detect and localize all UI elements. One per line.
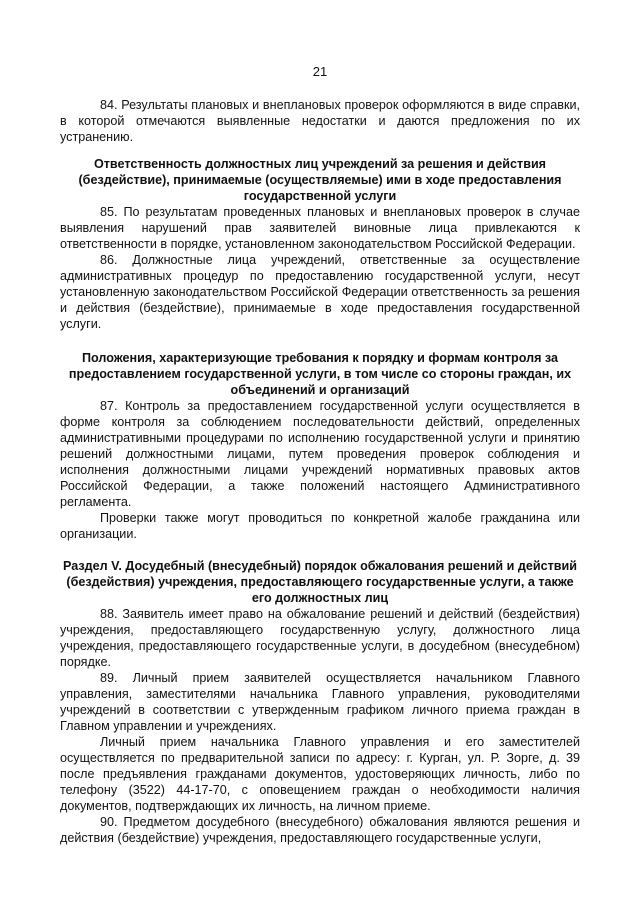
heading-control: Положения, характеризующие требования к порядку и формам контроля за предоставлением государственной услуги, в том числе со стороны граждан, их объединений и организаций	[68, 351, 572, 397]
paragraph-84: 84. Результаты плановых и внеплановых проверок оформляются в виде справки, в которой отмечаются выявленные недостатки и даются предложения по их устранению.	[60, 98, 580, 144]
paragraph-90: 90. Предметом досудебного (внесудебного) обжалования являются решения и действия (бездействие) учреждения, предоставляющего государственные услуги,	[60, 815, 580, 845]
section-v	[60, 558, 580, 846]
heading-section-v: Раздел V. Досудебный (внесудебный) порядок обжалования решений и действий (бездействия) учреждения, предоставляющего государственные услуги, а также его должностных лиц	[63, 559, 577, 605]
paragraph-86: 86. Должностные лица учреждений, ответственные за осуществление административных процедур по предоставлению государственной услуги, несут установленную законодательством Российской Федерации ответственность за решения и действия (бездействие), принимаемые в ходе предоставления государственной услуги.	[60, 253, 580, 331]
p84-block	[60, 97, 580, 145]
paragraph-87-checks: Проверки также могут проводиться по конкретной жалобе гражданина или организации.	[60, 511, 580, 541]
paragraph-87: 87. Контроль за предоставлением государственной услуги осуществляется в форме контроля за соблюдением последовательности действий, определенных административными процедурами по исполнению государственной услуги и принятию решений должностными лицами, путем проведения проверок соблюдения и исполнения должностными лицами учреждений нормативных правовых актов Российской Федерации, а также положений настоящего Административного регламента.	[60, 399, 580, 509]
paragraph-88: 88. Заявитель имеет право на обжалование решений и действий (бездействия) учреждения, предоставляющего государственную услугу, должностного лица учреждения, предоставляющего государственные услуги, в досудебном (внесудебном) порядке.	[60, 607, 580, 669]
paragraph-89-reception: Личный прием начальника Главного управления и его заместителей осуществляется по предварительной записи по адресу: г. Курган, ул. Р. Зорге, д. 39 после предъявления гражданами документов, удостоверяющих личность, либо по телефону (3522) 44-17-70, с оповещением граждан о необходимости наличия документов, подтверждающих их личность, на личном приеме.	[60, 735, 580, 813]
section-control	[60, 350, 580, 542]
heading-responsibility: Ответственность должностных лиц учреждений за решения и действия (бездействие), принимаемые (осуществляемые) ими в ходе предоставления государственной услуги	[78, 157, 562, 203]
page-number: 21	[312, 64, 328, 79]
paragraph-89: 89. Личный прием заявителей осуществляется начальником Главного управления, заместителями начальника Главного управления, руководителями учреждений в соответствии с утвержденным графиком личного приема граждан в Главном управлении и учреждениях.	[60, 671, 580, 733]
section-responsibility	[60, 156, 580, 332]
paragraph-85: 85. По результатам проведенных плановых и внеплановых проверок в случае выявления нарушений прав заявителей виновные лица привлекаются к ответственности в порядке, установленном законодательством Российской Федерации.	[60, 205, 580, 251]
